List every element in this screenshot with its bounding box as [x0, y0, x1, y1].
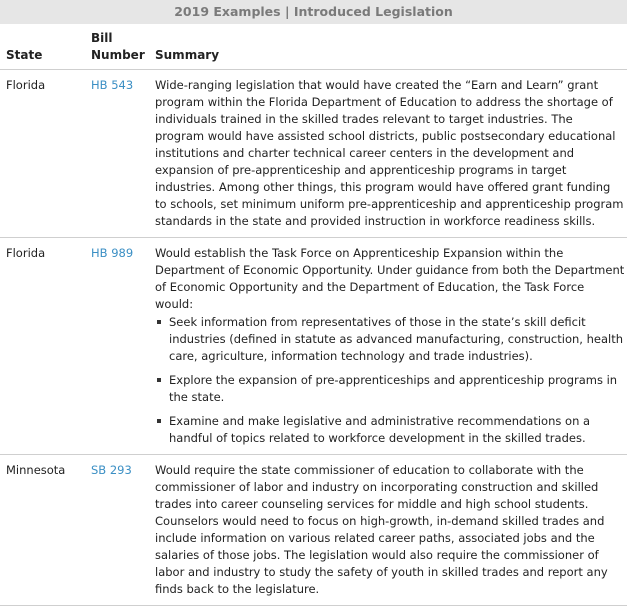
table-row	[0, 455, 627, 606]
column-header-state: State	[0, 24, 87, 70]
table-title-banner: 2019 Examples | Introduced Legislation	[0, 0, 627, 24]
table-row	[0, 238, 627, 455]
summary-cell	[151, 238, 627, 455]
bill-header-line2: Number	[91, 48, 145, 62]
bill-link[interactable]: HB 989	[91, 246, 134, 260]
legislation-table	[0, 24, 627, 606]
bill-cell	[87, 455, 151, 606]
state-cell: Florida	[0, 238, 87, 455]
bill-cell	[87, 238, 151, 455]
column-header-summary: Summary	[151, 24, 627, 70]
list-item-text: Examine and make legislative and administrative recommendations on a handful of topics related to workforce development in the skilled trades.	[169, 414, 591, 445]
summary-text: Would establish the Task Force on Apprenticeship Expansion within the Department of Economic Opportunity. Under guidance from both the Department of Economic Opportunity and the Department of Education, the Task Force would:	[155, 246, 625, 311]
table-row	[0, 70, 627, 238]
bullet-list	[155, 314, 625, 447]
summary-cell: Wide-ranging legislation that would have created the “Earn and Learn” grant program within the Florida Department of Education to address the shortage of individuals trained in the skilled trades relevant to target industries. The program would have assisted school districts, public postsecondary educational institutions and charter technical career centers in the development and expansion of pre-apprenticeship and apprenticeship programs in target industries. Among other things, this program would have offered grant funding to schools, set minimum uniform pre-apprenticeship and apprenticeship program standards in the state and provided instruction in workforce readiness skills.	[151, 70, 627, 238]
list-item	[169, 372, 625, 406]
list-item	[169, 413, 625, 447]
column-header-bill-number	[87, 24, 151, 70]
bullet-icon	[157, 419, 161, 423]
bill-cell	[87, 70, 151, 238]
bill-header-line1: Bill	[91, 31, 113, 45]
list-item-text: Seek information from representatives of those in the state’s skill deficit industries (defined in statute as advanced manufacturing, construction, health care, agriculture, information technology and trade industries).	[169, 315, 623, 363]
state-cell: Minnesota	[0, 455, 87, 606]
list-item-text: Explore the expansion of pre-apprenticeships and apprenticeship programs in the state.	[169, 373, 618, 404]
list-item	[169, 314, 625, 365]
summary-cell: Would require the state commissioner of education to collaborate with the commissioner of labor and industry on incorporating construction and skilled trades into career counseling services for middle and high school students. Counselors would need to focus on high-growth, in-demand skilled trades and include information on various related career paths, associated jobs and the salaries of those jobs. The legislation would also require the commissioner of labor and industry to study the safety of youth in skilled trades and report any finds back to the legislature.	[151, 455, 627, 606]
bullet-icon	[157, 320, 161, 324]
bill-link[interactable]: HB 543	[91, 78, 134, 92]
bullet-icon	[157, 378, 161, 382]
state-cell: Florida	[0, 70, 87, 238]
bill-link[interactable]: SB 293	[91, 463, 132, 477]
header-row	[0, 24, 627, 70]
